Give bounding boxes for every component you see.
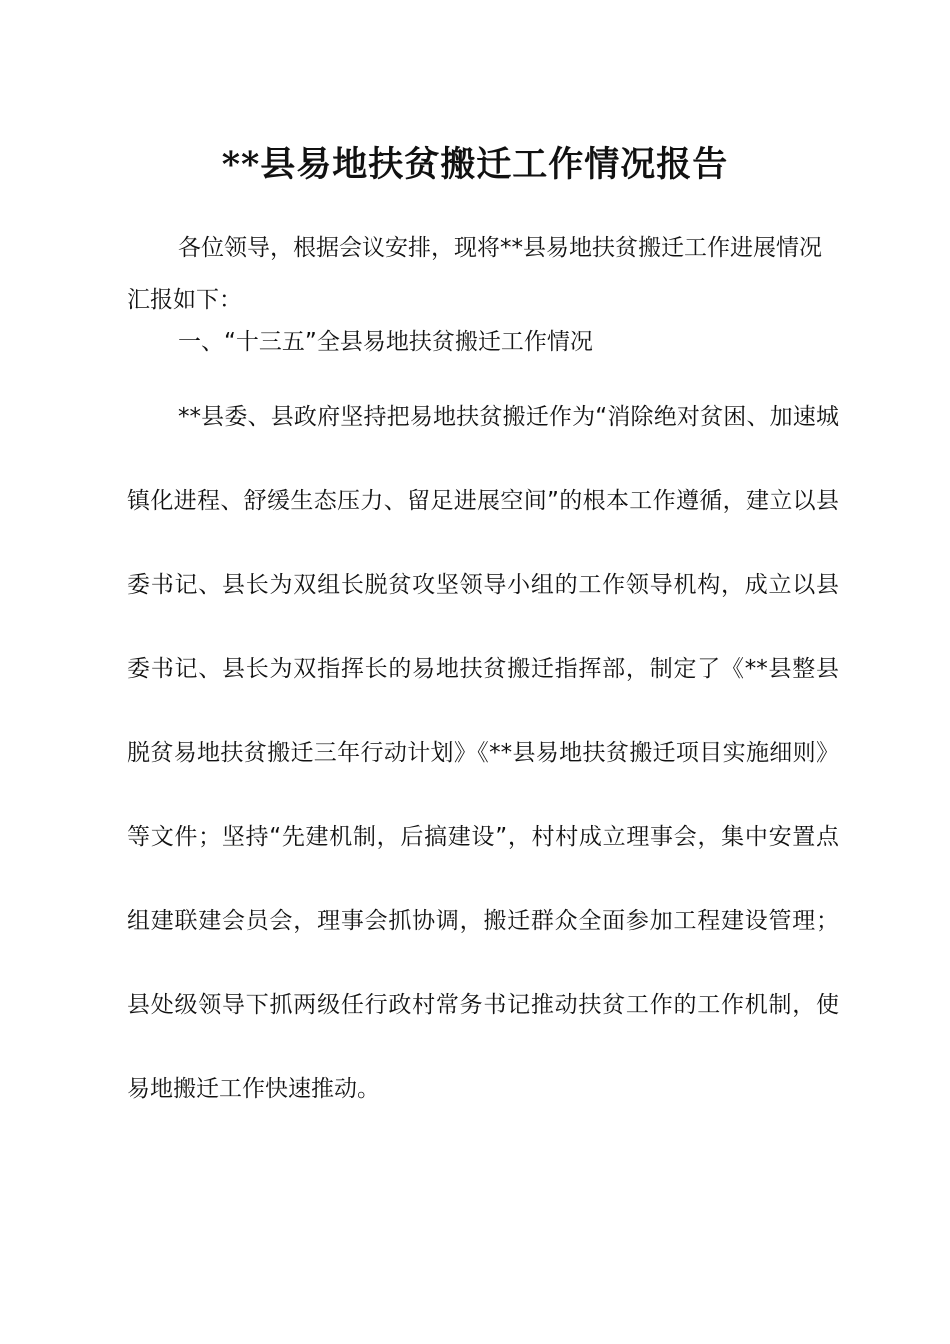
body-paragraph: **县委、县政府坚持把易地扶贫搬迁作为“消除绝对贫困、加速城镇化进程、舒缓生态压力、留足进展空间”的根本工作遵循，建立以县委书记、县长为双组长脱贫攻坚领导小组的工作领导机构，成立以县委书记、县长为双指挥长的易地扶贫搬迁指挥部，制定了《**县整县脱贫易地扶贫搬迁三年行动计划》《**县易地扶贫搬迁项目实施细则》等文件；坚持“先建机制，后搞建设”，村村成立理事会，集中安置点组建联建会员会，理事会抓协调，搬迁群众全面参加工程建设管理；县处级领导下抓两级任行政村常务书记推动扶贫工作的工作机制，使易地搬迁工作快速推动。 bbox=[127, 404, 839, 1102]
document-title: **县易地扶贫搬迁工作情况报告 bbox=[221, 144, 729, 186]
intro-paragraph: 各位领导，根据会议安排，现将**县易地扶贫搬迁工作进展情况汇报如下： bbox=[127, 235, 822, 313]
section-heading: 一、“十三五”全县易地扶贫搬迁工作情况 bbox=[178, 329, 593, 355]
